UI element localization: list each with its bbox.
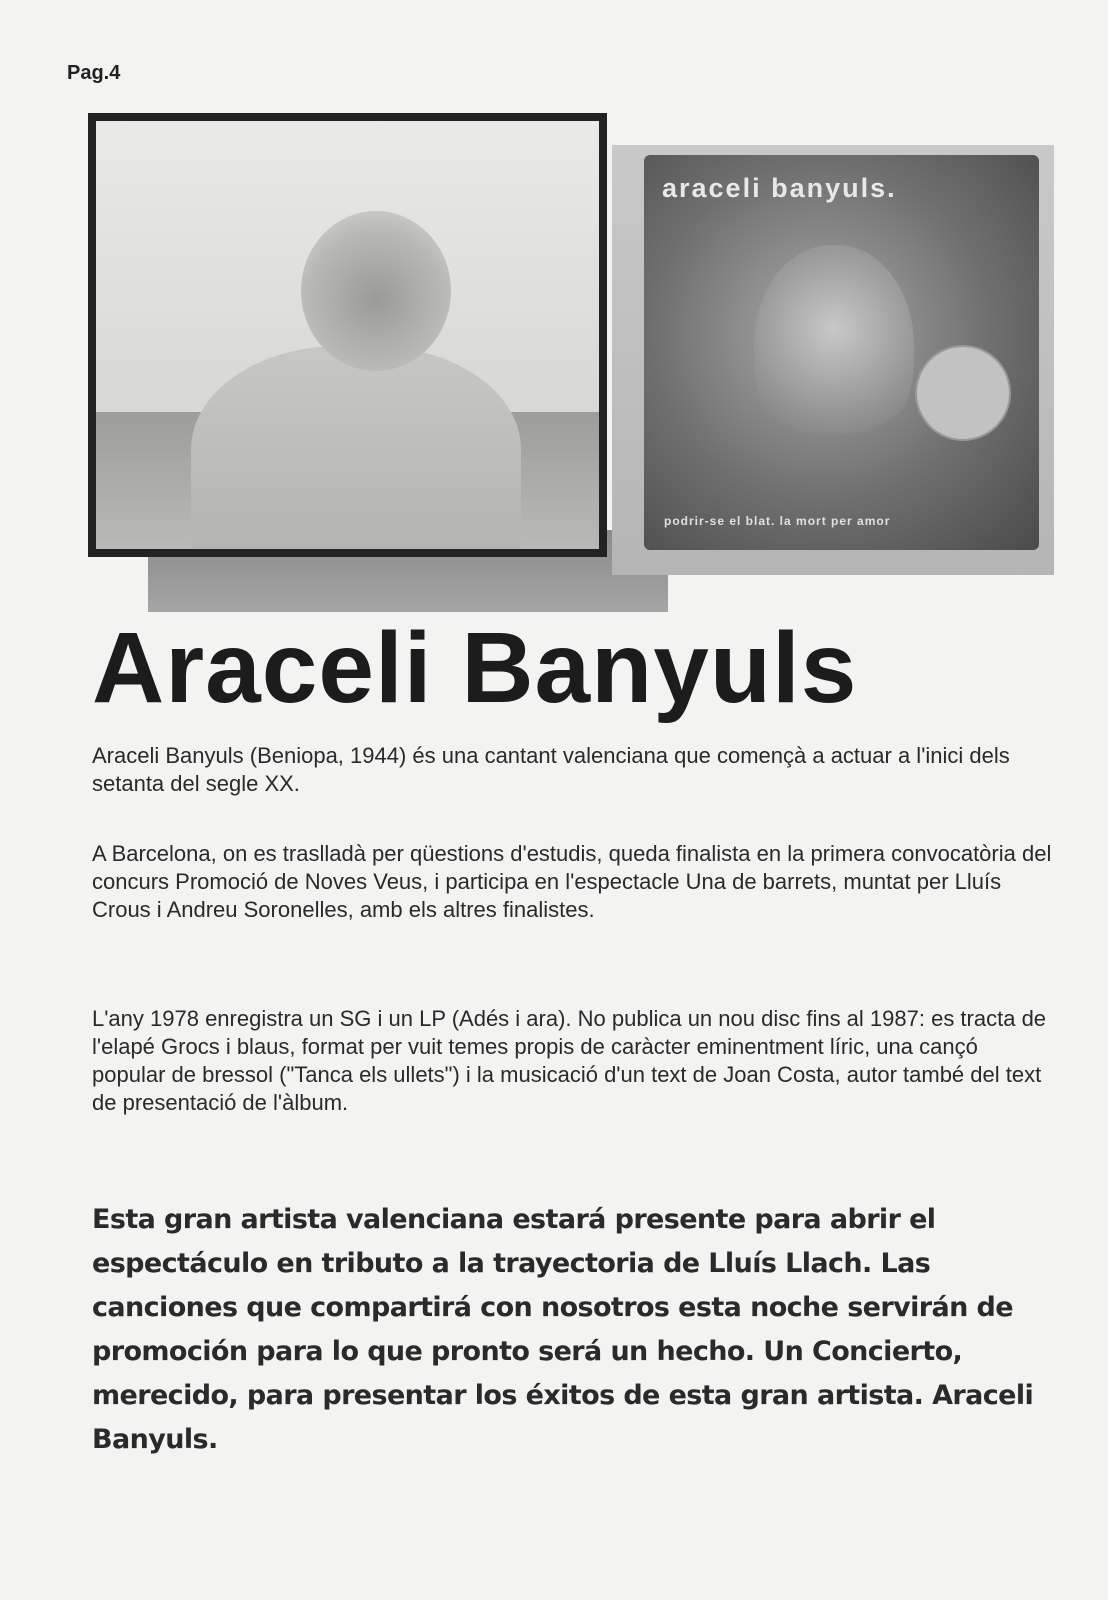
article-callout: Esta gran artista valenciana estará presente para abrir el espectáculo en tributo a la trayectoria de Lluís Llach. Las canciones que compartirá con nosotros esta noche servirán de promoción para lo que pronto será un hecho. Un Concierto, merecido, para presentar los éxitos de esta gran artista. Araceli Banyuls. — [92, 1204, 1034, 1455]
article-paragraph-3: L'any 1978 enregistra un SG i un LP (Adés i ara). No publica un nou disc fins al 1987: es tracta de l'elapé Grocs i blaus, format per vuit temes propis de caràcter eminentment líric, una cançó popular de bressol ("Tanca els ullets") i la musicació d'un text de Joan Costa, autor també del text de presentació de l'àlbum. — [92, 1006, 1047, 1115]
portrait-photo — [88, 113, 607, 557]
article-paragraph-2: A Barcelona, on es traslladà per qüestions d'estudis, queda finalista en la primera convocatòria del concurs Promoció de Noves Veus, i participa en l'espectacle Una de barrets, muntat per Lluís Crous i Andreu Soronelles, amb els altres finalistes. — [92, 841, 1052, 922]
portrait-head — [301, 211, 451, 371]
article-paragraph-1: Araceli Banyuls (Beniopa, 1944) és una cantant valenciana que començà a actuar a l'inici dels setanta del segle XX. — [92, 743, 1010, 796]
album-sticker-icon — [915, 345, 1011, 441]
album-subtitle: podrir-se el blat. la mort per amor — [664, 514, 891, 528]
album-face-image — [754, 245, 914, 455]
article-headline: Araceli Banyuls — [92, 612, 858, 724]
album-title: araceli banyuls. — [662, 173, 897, 203]
album-cover — [644, 155, 1039, 550]
page-number: Pag.4 — [67, 62, 121, 84]
album-cover-photo — [612, 145, 1054, 575]
portrait-body — [191, 346, 521, 557]
